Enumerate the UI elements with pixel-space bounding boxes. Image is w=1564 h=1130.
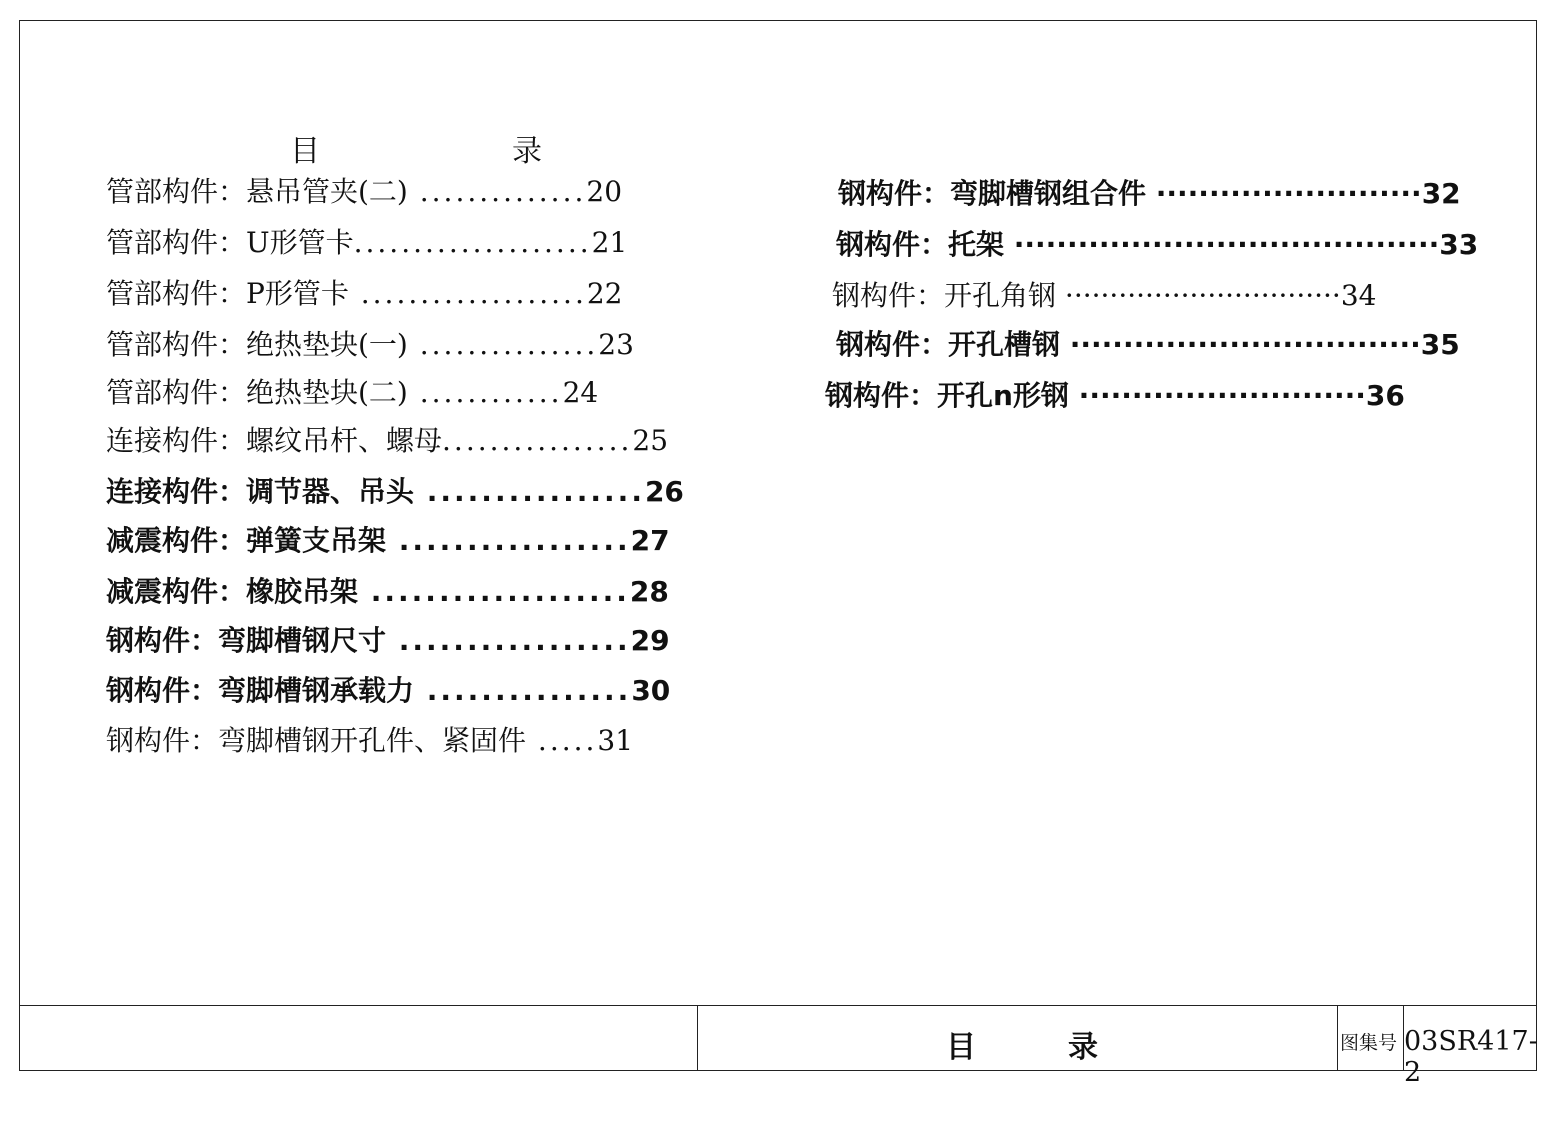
toc-entry-page: 21	[591, 226, 628, 259]
toc-entry-title: 管部构件：悬吊管夹(二)	[106, 175, 408, 208]
toc-entry-page: 30	[631, 674, 671, 707]
title-block-title-char-1: 目	[946, 1030, 976, 1065]
toc-entry-page: 22	[586, 277, 623, 310]
toc-entry-leader: ................	[414, 475, 645, 508]
toc-entry-title: 钢构件：开孔角钢	[832, 279, 1057, 312]
toc-entry-leader: ...............	[414, 674, 632, 707]
toc-entry-title: 钢构件：托架	[836, 228, 1005, 261]
atlas-number-label: 图集号	[1340, 1032, 1398, 1054]
toc-entry[interactable]	[106, 375, 598, 411]
toc-entry-title: 管部构件：P形管卡	[106, 277, 349, 310]
toc-entry[interactable]	[106, 174, 622, 210]
toc-entry[interactable]	[825, 378, 1405, 414]
toc-entry[interactable]	[106, 225, 627, 261]
toc-entry-leader: .................	[386, 524, 631, 557]
toc-entry-page: 35	[1420, 328, 1460, 361]
toc-entry-title: 钢构件：开孔槽钢	[836, 328, 1061, 361]
toc-entry-title: 减震构件：弹簧支吊架	[106, 524, 387, 557]
toc-entry[interactable]	[106, 623, 670, 659]
toc-entry-page: 24	[562, 376, 599, 409]
toc-entry[interactable]	[106, 673, 670, 709]
toc-entry-leader: ...................	[348, 277, 587, 310]
toc-entry-leader: ·························	[1146, 177, 1422, 210]
toc-entry-title: 钢构件：开孔n形钢	[825, 379, 1069, 412]
toc-entry[interactable]	[832, 278, 1376, 314]
toc-entry-leader: .................	[386, 624, 631, 657]
toc-entry-title: 钢构件：弯脚槽钢承载力	[106, 674, 415, 707]
toc-entry-title: 管部构件：U形管卡	[106, 226, 354, 259]
toc-entry-leader: ·······························	[1056, 279, 1341, 312]
toc-entry-leader: ········································	[1004, 228, 1440, 261]
toc-entry-leader: ................	[442, 424, 633, 457]
toc-entry-page: 25	[632, 424, 669, 457]
toc-entry-page: 32	[1421, 177, 1461, 210]
toc-entry-title: 管部构件：绝热垫块(一)	[106, 328, 408, 361]
toc-entry[interactable]	[106, 523, 670, 559]
toc-entry-leader: .....	[526, 724, 598, 757]
toc-entry-page: 29	[630, 624, 670, 657]
toc-entry[interactable]	[106, 574, 669, 610]
title-block-title-char-2: 录	[1068, 1030, 1098, 1065]
title-block-label-cell	[1338, 1006, 1404, 1071]
toc-entry-leader: ............	[407, 376, 563, 409]
toc-entry[interactable]	[836, 227, 1478, 263]
toc-entry-page: 28	[629, 575, 669, 608]
atlas-number: 03SR417-2	[1404, 1026, 1538, 1088]
toc-entry-title: 连接构件：调节器、吊头	[106, 475, 415, 508]
title-block	[19, 1005, 1538, 1088]
toc-entry[interactable]	[838, 176, 1461, 212]
toc-entry-page: 27	[630, 524, 670, 557]
toc-entry[interactable]	[836, 327, 1460, 363]
toc-entry-page: 23	[598, 328, 634, 361]
toc-entry[interactable]	[106, 327, 634, 363]
toc-entry[interactable]	[106, 723, 633, 759]
toc-entry-leader: ....................	[353, 226, 592, 259]
toc-entry-page: 31	[597, 724, 634, 757]
toc-entry-page: 26	[644, 475, 684, 508]
toc-entry-page: 36	[1365, 379, 1405, 412]
toc-entry-leader: ..............	[407, 175, 587, 208]
toc-entry[interactable]	[106, 474, 684, 510]
toc-entry-title: 管部构件：绝热垫块(二)	[106, 376, 408, 409]
toc-entry-page: 20	[586, 175, 623, 208]
title-block-code-cell	[1404, 1006, 1538, 1088]
toc-entry-page: 33	[1439, 228, 1479, 261]
toc-entry[interactable]	[106, 423, 668, 459]
title-block-title-cell	[698, 1006, 1338, 1071]
toc-entry-title: 钢构件：弯脚槽钢开孔件、紧固件	[106, 724, 527, 757]
toc-entry-page: 34	[1340, 279, 1377, 312]
toc-entry-leader: ...................	[358, 575, 630, 608]
toc-heading-char-1: 目	[290, 134, 320, 169]
toc-entry[interactable]	[106, 276, 623, 312]
toc-entry-leader: ...............	[407, 328, 599, 361]
toc-heading-char-2: 录	[512, 134, 542, 169]
toc-entry-title: 钢构件：弯脚槽钢尺寸	[106, 624, 387, 657]
title-block-blank-cell	[19, 1006, 698, 1071]
toc-entry-title: 钢构件：弯脚槽钢组合件	[838, 177, 1147, 210]
toc-entry-leader: ···························	[1068, 379, 1366, 412]
toc-entry-title: 连接构件：螺纹吊杆、螺母	[106, 424, 443, 457]
toc-entry-title: 减震构件：橡胶吊架	[106, 575, 359, 608]
toc-entry-leader: ·································	[1060, 328, 1421, 361]
